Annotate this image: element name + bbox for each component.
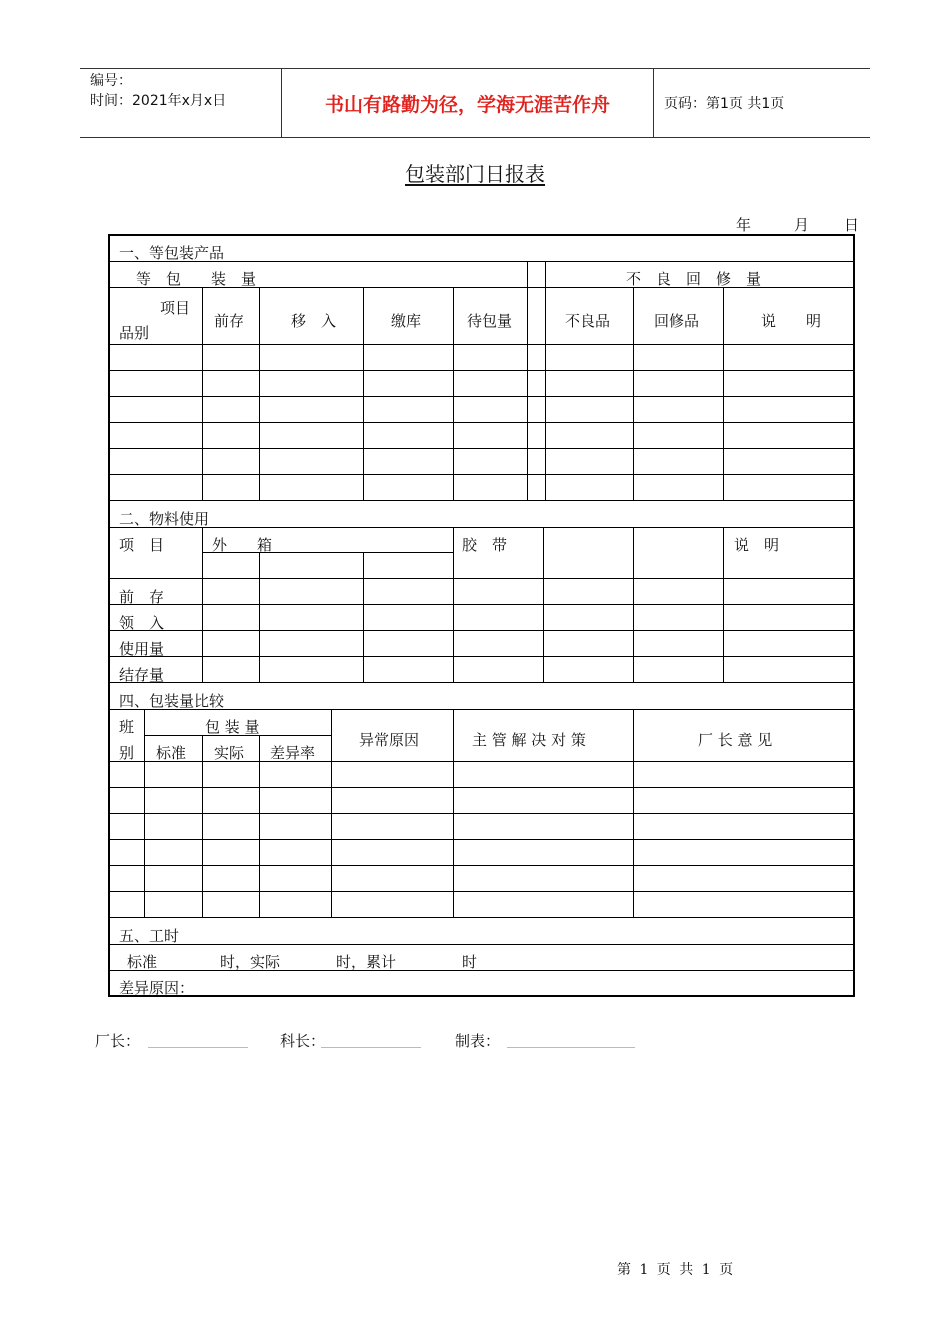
hours-unit: 时 <box>462 953 478 971</box>
rule <box>363 287 364 500</box>
rule <box>453 709 454 917</box>
rule <box>110 370 855 371</box>
motto: 书山有路勤为径，学海无涯苦作舟 <box>282 69 654 137</box>
rule <box>202 735 203 917</box>
section-chief-label: 科长： <box>280 1032 326 1050</box>
rule <box>453 287 454 500</box>
sub-col-standard: 标准 <box>156 744 187 762</box>
tape-label: 胶 带 <box>462 536 508 554</box>
rule <box>202 552 453 553</box>
rule <box>110 396 855 397</box>
rule <box>110 500 855 501</box>
pack-label: 包 装 量 <box>205 718 260 736</box>
page-info: 页码：第1页 共1页 <box>664 96 785 112</box>
rule <box>527 261 528 500</box>
col-notes: 说 明 <box>761 312 822 330</box>
section2-title: 二、物料使用 <box>119 510 210 528</box>
shift-label-top: 班 <box>119 718 135 736</box>
rule <box>543 527 544 682</box>
rule <box>110 578 855 579</box>
section1-group-right: 不 良 回 修 量 <box>626 270 762 288</box>
document-header <box>80 68 870 138</box>
rule <box>331 709 332 917</box>
sub-col-actual: 实际 <box>214 744 245 762</box>
section-chief-signature-line[interactable] <box>321 1047 421 1048</box>
section1-title: 一、等包装产品 <box>119 244 225 262</box>
date-year: 年 <box>736 216 752 234</box>
rule <box>110 839 855 840</box>
factory-manager-signature-line[interactable] <box>148 1047 248 1048</box>
header-meta <box>80 69 282 137</box>
reason-label: 异常原因 <box>359 731 420 749</box>
rule <box>259 287 260 500</box>
rule <box>633 709 634 917</box>
rule <box>723 527 724 682</box>
shift-label-bottom: 别 <box>119 744 135 762</box>
col-pending: 待包量 <box>467 312 513 330</box>
difference-reason: 差异原因： <box>119 979 195 997</box>
rule <box>110 261 855 262</box>
sub-col-variance: 差异率 <box>270 744 316 762</box>
hours-cumulative: 时，累计 <box>336 953 397 971</box>
rule <box>110 682 855 683</box>
rule <box>110 813 855 814</box>
rule <box>110 344 855 345</box>
page-footer: 第 1 页 共 1 页 <box>617 1262 736 1278</box>
item-label: 项目 <box>160 299 191 317</box>
rule <box>202 527 203 682</box>
rule <box>110 630 855 631</box>
rule <box>144 735 331 736</box>
material-note-label: 说 明 <box>734 536 780 554</box>
prepared-by-label: 制表： <box>455 1032 501 1050</box>
rule <box>110 448 855 449</box>
solution-label: 主 管 解 决 对 策 <box>472 731 586 749</box>
col-stored: 缴库 <box>391 312 422 330</box>
rule <box>453 527 454 682</box>
section1-group-left: 等 包 装 量 <box>136 270 257 288</box>
rule <box>202 287 203 500</box>
carton-label: 外 箱 <box>212 536 273 554</box>
time-label: 时间：2021年x月x日 <box>90 93 227 109</box>
number-label: 编号： <box>90 73 132 89</box>
date-month: 月 <box>794 216 810 234</box>
section5-title: 五、工时 <box>119 927 180 945</box>
rule <box>110 970 855 971</box>
rule <box>110 422 855 423</box>
manager-label: 厂 长 意 见 <box>698 731 773 749</box>
rule <box>259 735 260 917</box>
hours-standard: 标准 <box>127 953 158 971</box>
rule <box>110 787 855 788</box>
date-day: 日 <box>844 216 860 234</box>
col-transfer-in: 移 入 <box>291 312 337 330</box>
material-row-received: 领 入 <box>119 614 165 632</box>
rule <box>259 552 260 682</box>
hours-actual: 时，实际 <box>220 953 281 971</box>
col-defective: 不良品 <box>565 312 611 330</box>
rule <box>110 865 855 866</box>
rule <box>144 709 145 917</box>
material-row-used: 使用量 <box>119 640 165 658</box>
rule <box>110 944 855 945</box>
page-title <box>0 158 950 187</box>
prepared-by-signature-line[interactable] <box>507 1047 635 1048</box>
category-label: 品别 <box>119 324 150 342</box>
rule <box>633 527 634 682</box>
report-form <box>108 234 855 997</box>
material-row-balance: 结存量 <box>119 666 165 684</box>
rule <box>110 891 855 892</box>
rule <box>633 287 634 500</box>
rule <box>110 917 855 918</box>
rule <box>723 287 724 500</box>
rule <box>363 552 364 682</box>
rule <box>110 761 855 762</box>
rule <box>110 474 855 475</box>
rule <box>110 527 855 528</box>
col-repaired: 回修品 <box>654 312 700 330</box>
section4-title: 四、包装量比较 <box>119 692 225 710</box>
material-row-previous: 前 存 <box>119 588 165 606</box>
rule <box>110 604 855 605</box>
rule <box>110 287 855 288</box>
rule <box>545 261 546 500</box>
col-previous: 前存 <box>214 312 245 330</box>
page-title-text: 包装部门日报表 <box>405 162 545 186</box>
material-item-label: 项 目 <box>119 536 165 554</box>
rule <box>110 709 855 710</box>
factory-manager-label: 厂长： <box>95 1032 141 1050</box>
rule <box>110 656 855 657</box>
